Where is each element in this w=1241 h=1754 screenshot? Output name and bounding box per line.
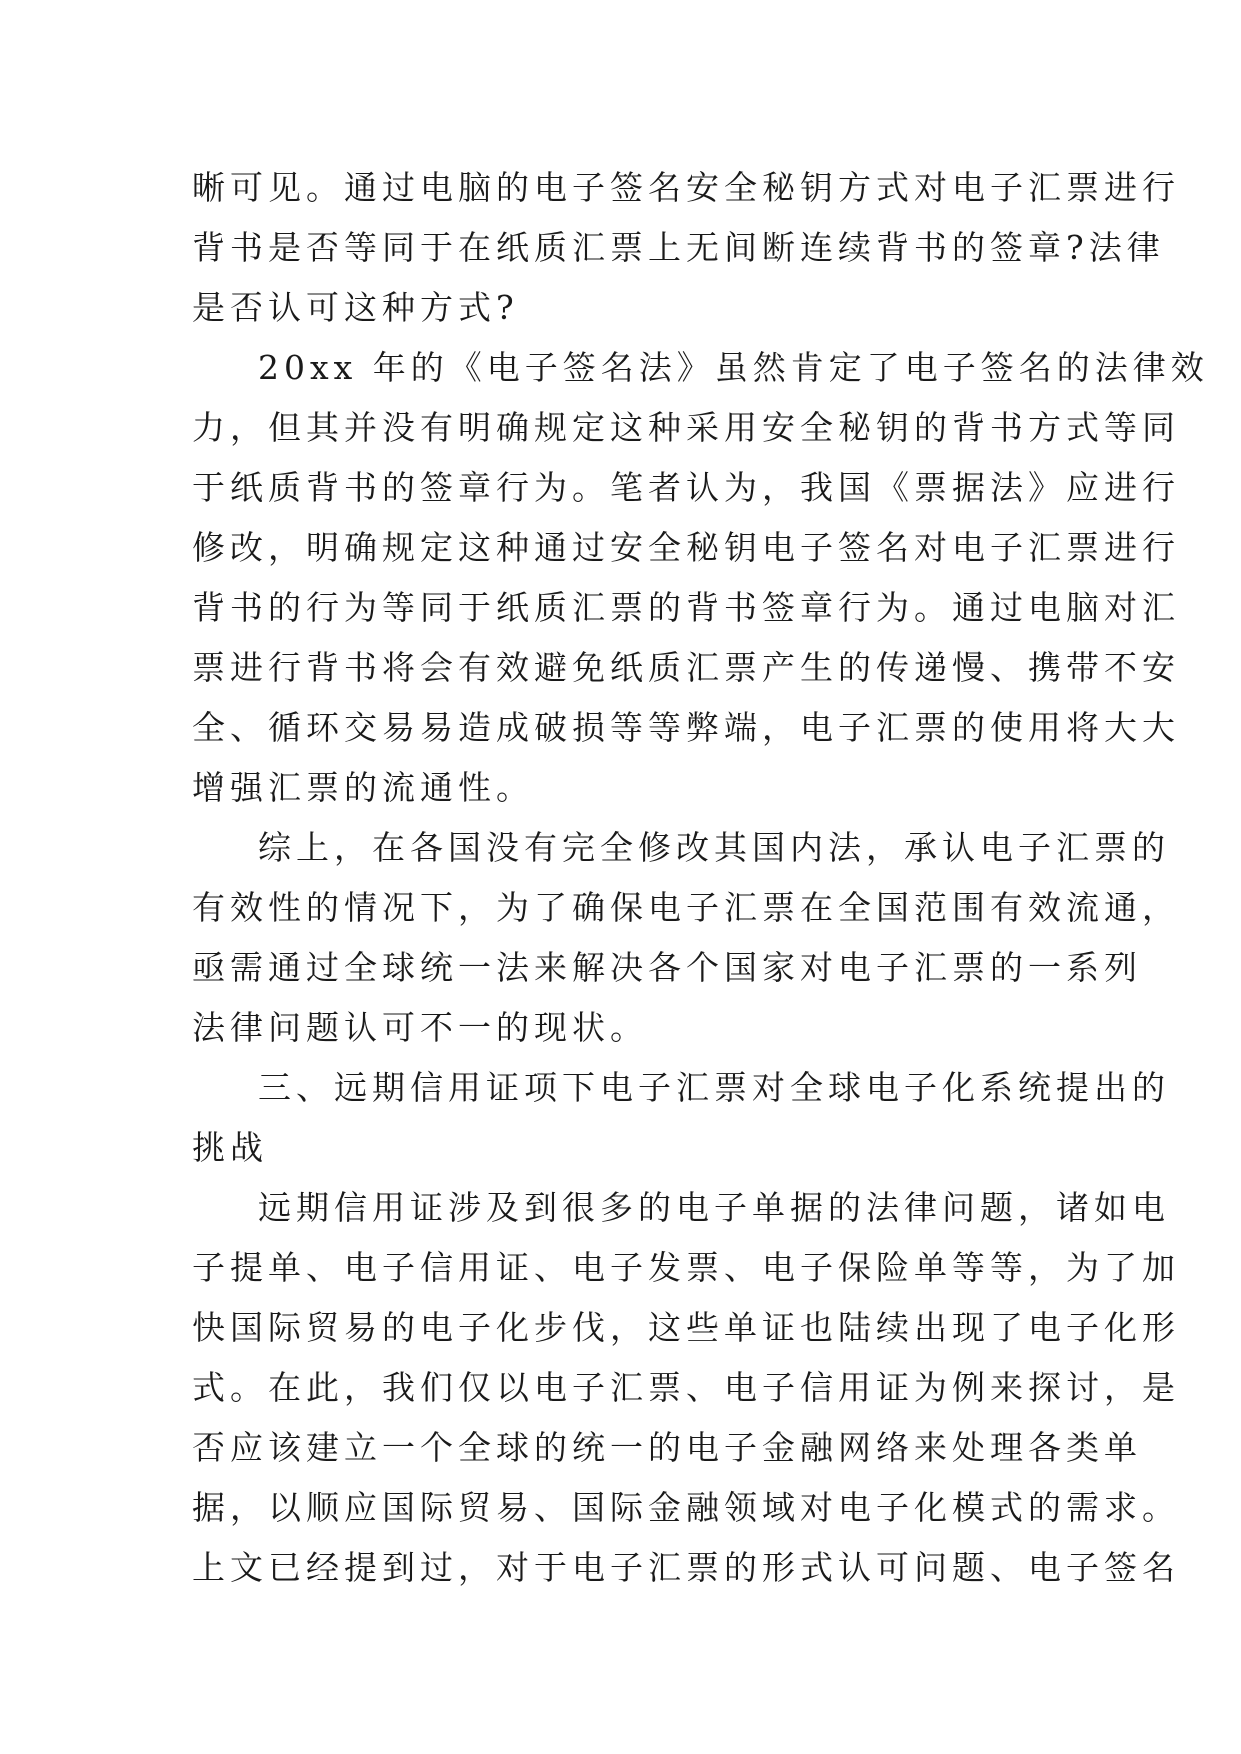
text-line: 据，以顺应国际贸易、国际金融领域对电子化模式的需求。 (192, 1488, 1180, 1527)
text-line: 于纸质背书的签章行为。笔者认为，我国《票据法》应进行 (192, 468, 1180, 507)
paragraph-first-line: 远期信用证涉及到很多的电子单据的法律问题，诸如电 (258, 1188, 1170, 1227)
section-heading: 三、远期信用证项下电子汇票对全球电子化系统提出的 (258, 1068, 1170, 1107)
text-line: 背书的行为等同于纸质汇票的背书签章行为。通过电脑对汇 (192, 588, 1180, 627)
text-line: 上文已经提到过，对于电子汇票的形式认可问题、电子签名 (192, 1548, 1180, 1587)
paragraph-first-line: 20xx 年的《电子签名法》虽然肯定了电子签名的法律效 (258, 348, 1209, 387)
text-line: 式。在此，我们仅以电子汇票、电子信用证为例来探讨，是 (192, 1368, 1180, 1407)
text-line: 增强汇票的流通性。 (192, 768, 534, 807)
paragraph-first-line: 综上，在各国没有完全修改其国内法，承认电子汇票的 (258, 828, 1170, 867)
text-line: 快国际贸易的电子化步伐，这些单证也陆续出现了电子化形 (192, 1308, 1180, 1347)
text-line: 全、循环交易易造成破损等等弊端，电子汇票的使用将大大 (192, 708, 1180, 747)
text-line: 晰可见。通过电脑的电子签名安全秘钥方式对电子汇票进行 (192, 168, 1180, 207)
text-line: 否应该建立一个全球的统一的电子金融网络来处理各类单 (192, 1428, 1142, 1467)
text-line: 背书是否等同于在纸质汇票上无间断连续背书的签章?法律 (192, 228, 1165, 267)
text-line: 力，但其并没有明确规定这种采用安全秘钥的背书方式等同 (192, 408, 1180, 447)
text-line: 修改，明确规定这种通过安全秘钥电子签名对电子汇票进行 (192, 528, 1180, 567)
section-heading-continued: 挑战 (192, 1128, 268, 1167)
text-line: 票进行背书将会有效避免纸质汇票产生的传递慢、携带不安 (192, 648, 1180, 687)
text-line: 亟需通过全球统一法来解决各个国家对电子汇票的一系列 (192, 948, 1142, 987)
document-body (192, 158, 1209, 1598)
text-line: 子提单、电子信用证、电子发票、电子保险单等等，为了加 (192, 1248, 1180, 1287)
text-line: 有效性的情况下，为了确保电子汇票在全国范围有效流通， (192, 888, 1180, 927)
text-line: 法律问题认可不一的现状。 (192, 1008, 648, 1047)
text-line: 是否认可这种方式? (192, 288, 519, 327)
